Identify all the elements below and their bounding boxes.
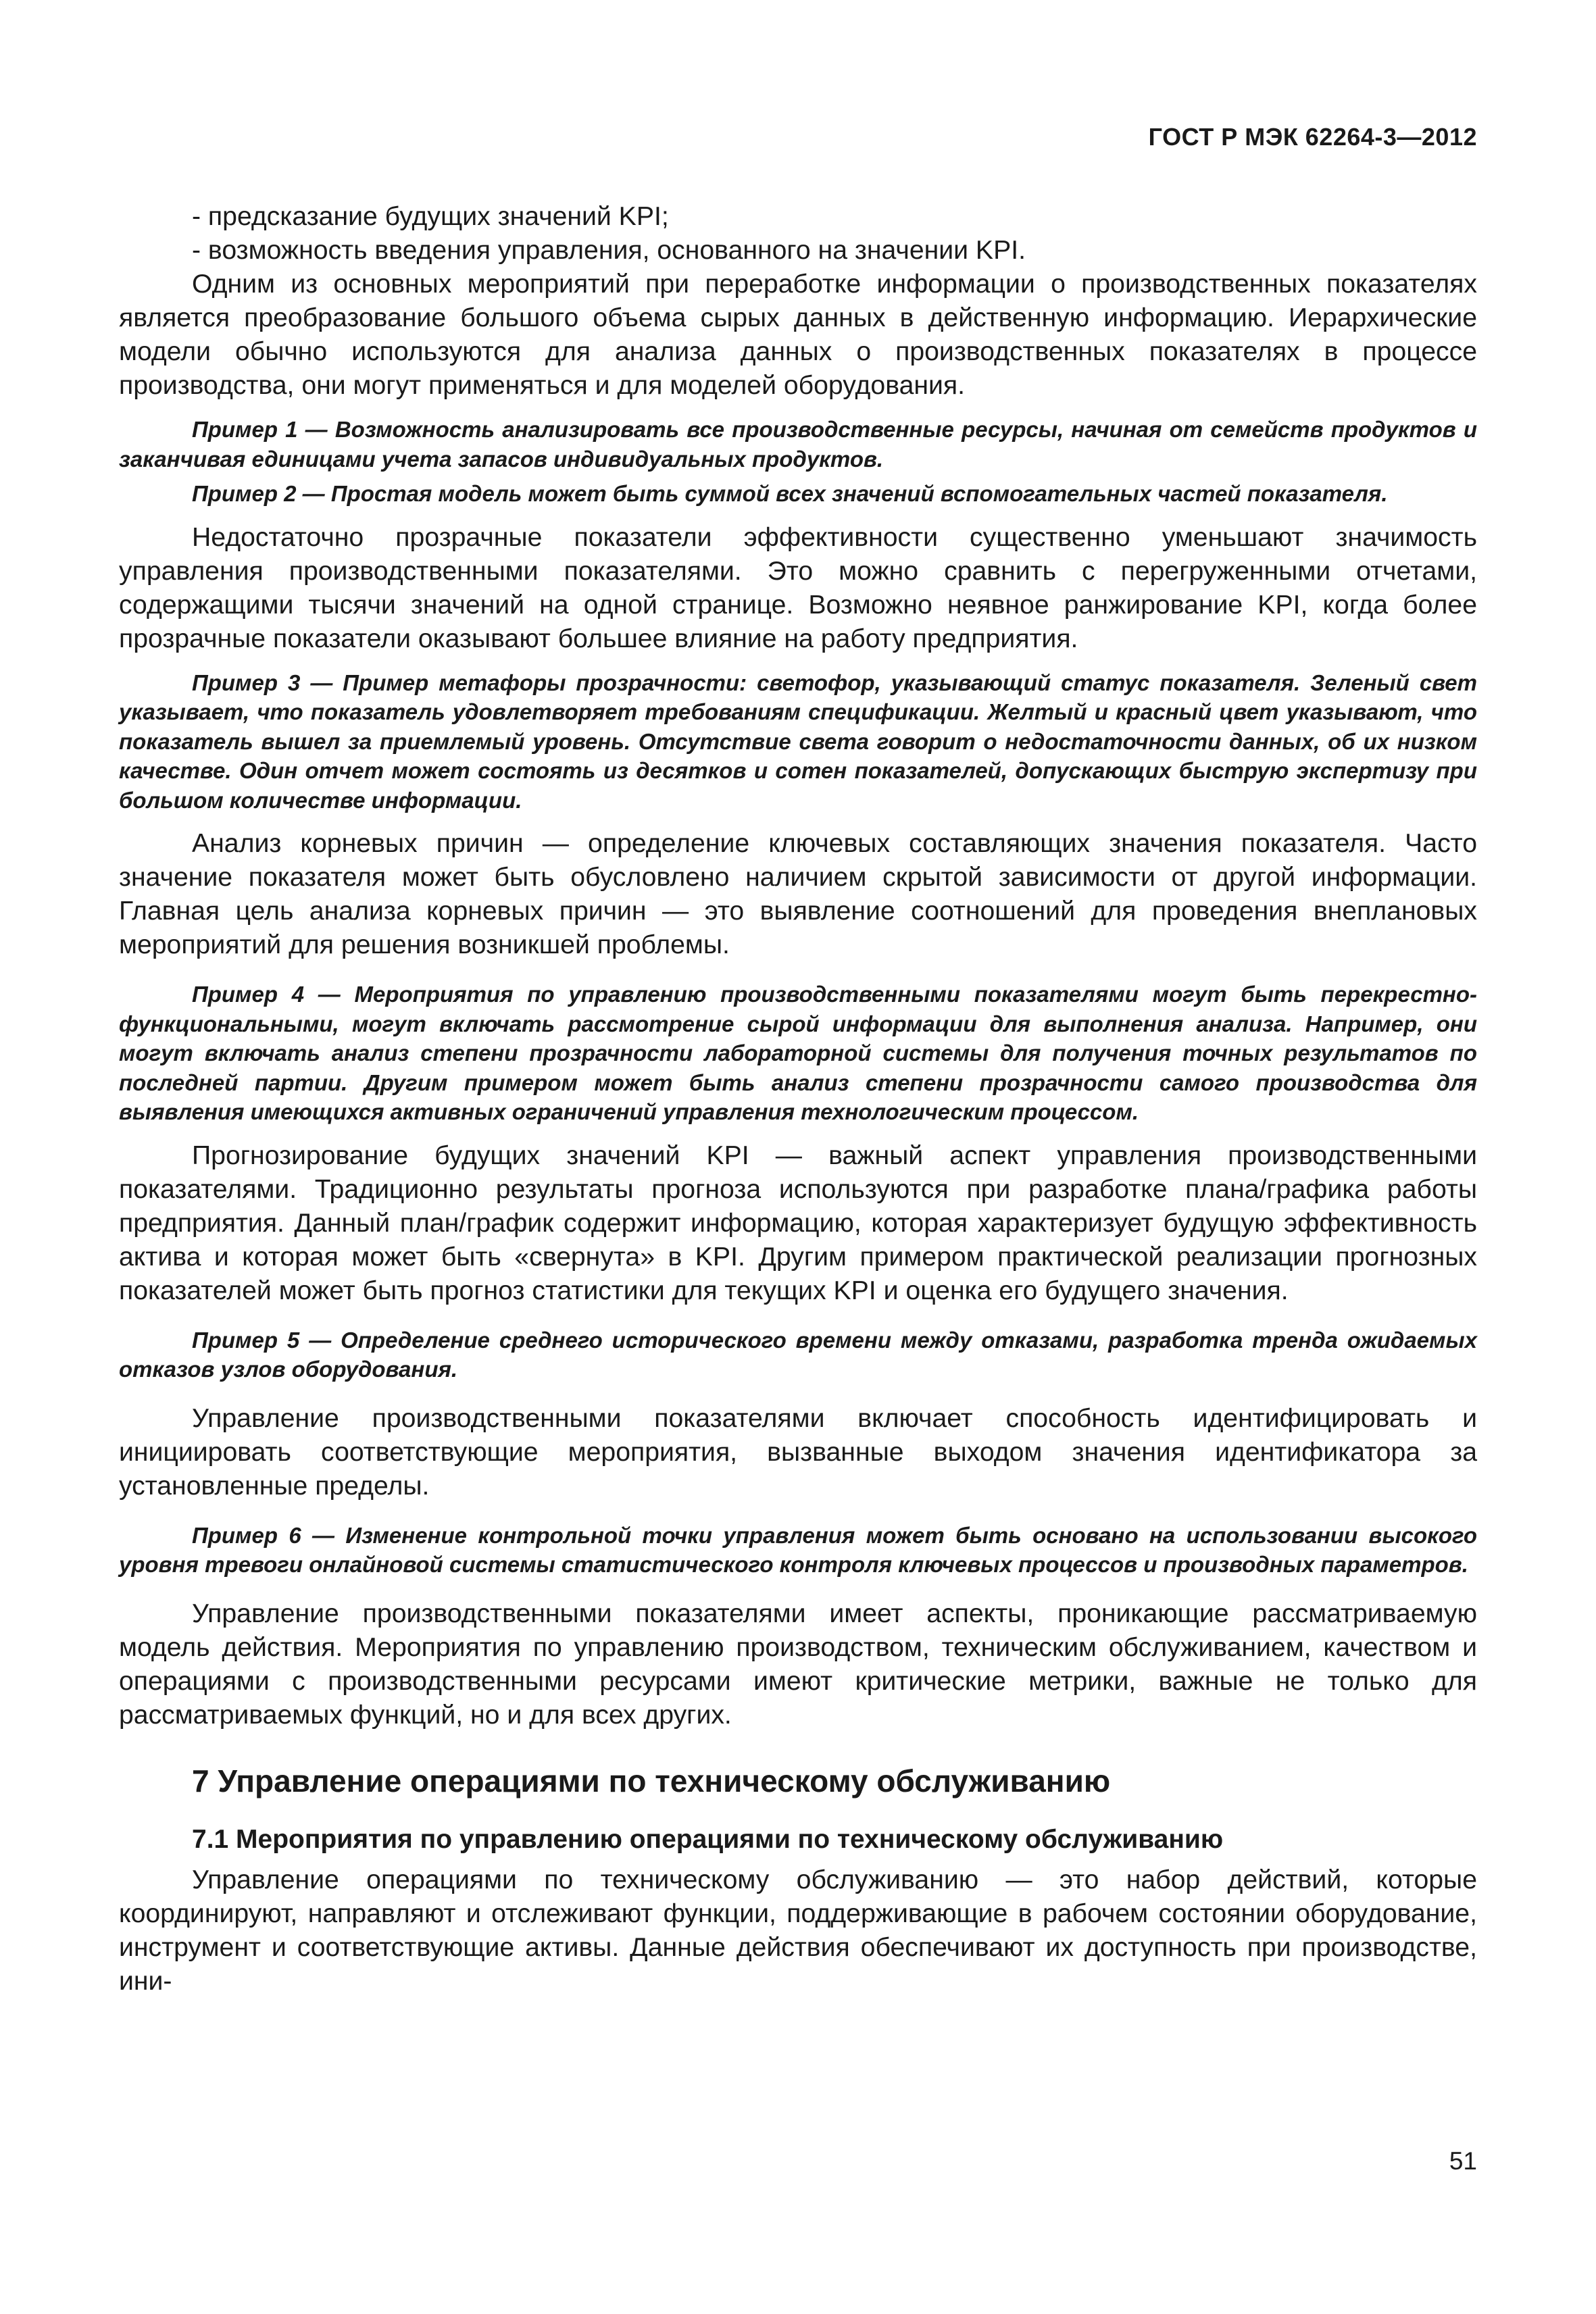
- example-3: Пример 3 — Пример метафоры прозрачности: светофор, указывающий статус показателя. Зеленый свет указывает, что показатель удовлетворяет требованиям спецификации. Желтый и красный цвет указывают, что показатель вышел за приемлемый уровень. Отсутствие света говорит о недостаточности данных, об их низком качестве. Один отчет может состоять из десятков и сотен показателей, допускающих быструю экспертизу при большом количестве информации.: [119, 670, 1477, 813]
- section-title: 7 Управление операциями по техническому обслуживанию: [192, 1763, 1111, 1799]
- paragraph-kpi-forecast: Прогнозирование будущих значений KPI — важный аспект управления производственными показателями. Традиционно результаты прогноза используются при разработке плана/графика работы предприятия. Данный план/график содержит информацию, которая характеризует будущую эффективность актива и которая может быть «свернута» в KPI. Другим примером практической реализации прогнозных показателей может быть прогноз статистики для текущих KPI и оценка его будущего значения.: [119, 1140, 1477, 1305]
- list-item: - возможность введения управления, основанного на значении KPI.: [192, 236, 1026, 265]
- paragraph-transparency: Недостаточно прозрачные показатели эффективности существенно уменьшают значимость управления производственными показателями. Это можно сравнить с перегруженными отчетами, содержащими тысячи значений на одной странице. Возможно неявное ранжирование KPI, когда более прозрачные показатели оказывают большее влияние на работу предприятия.: [119, 522, 1477, 653]
- subsection-title: 7.1 Мероприятия по управлению операциями по техническому обслуживанию: [192, 1824, 1224, 1854]
- example-4: Пример 4 — Мероприятия по управлению производственными показателями могут быть перекрестно-функциональными, могут включать рассмотрение сырой информации для выполнения анализа. Например, они могут включать анализ степени прозрачности лабораторной системы для получения точных результатов по последней партии. Другим примером может быть анализ степени прозрачности самого производства для выявления имеющихся активных ограничений управления технологическим процессом.: [119, 982, 1477, 1124]
- document-page: [119, 0, 1477, 2314]
- paragraph-root-cause: Анализ корневых причин — определение ключевых составляющих значения показателя. Часто значение показателя может быть обусловлено наличием скрытой зависимости от другой информации. Главная цель анализа корневых причин — это выявление соотношений для проведения внеплановых мероприятий для решения возникшей проблемы.: [119, 829, 1477, 959]
- standard-header: ГОСТ Р МЭК 62264-3—2012: [1148, 123, 1477, 151]
- page-number: 51: [1449, 2147, 1477, 2175]
- paragraph-hierarchical-models: Одним из основных мероприятий при переработке информации о производственных показателях является преобразование большого объема сырых данных в действенную информацию. Иерархические модели обычно используются для анализа данных о производственных показателях в процессе производства, они могут применяться и для моделей оборудования.: [119, 270, 1477, 400]
- paragraph-maintenance: Управление операциями по техническому обслуживанию — это набор действий, которые координируют, направляют и отслеживают функции, поддерживающие в рабочем состоянии оборудование, инструмент и соответствующие активы. Данные действия обеспечивают их доступность при производстве, ини-: [119, 1865, 1477, 1996]
- list-item: - предсказание будущих значений KPI;: [192, 202, 669, 231]
- example-1: Пример 1 — Возможность анализировать все производственные ресурсы, начиная от семейств продуктов и заканчивая единицами учета запасов индивидуальных продуктов.: [119, 417, 1477, 472]
- example-2: Пример 2 — Простая модель может быть суммой всех значений вспомогательных частей показателя.: [192, 481, 1388, 506]
- page-content: [119, 200, 1477, 1998]
- paragraph-metrics: Управление производственными показателями имеет аспекты, проникающие рассматриваемую модель действия. Мероприятия по управлению производством, техническим обслуживанием, качеством и операциями с производственными ресурсами имеют критические метрики, важные не только для рассматриваемых функций, но и для всех других.: [119, 1599, 1477, 1730]
- example-5: Пример 5 — Определение среднего исторического времени между отказами, разработка тренда ожидаемых отказов узлов оборудования.: [119, 1327, 1477, 1382]
- example-6: Пример 6 — Изменение контрольной точки управления может быть основано на использовании высокого уровня тревоги онлайновой системы статистического контроля ключевых процессов и производных параметров.: [119, 1522, 1477, 1577]
- paragraph-management-actions: Управление производственными показателями включает способность идентифицировать и инициировать соответствующие мероприятия, вызванные выходом значения идентификатора за установленные пределы.: [119, 1403, 1477, 1501]
